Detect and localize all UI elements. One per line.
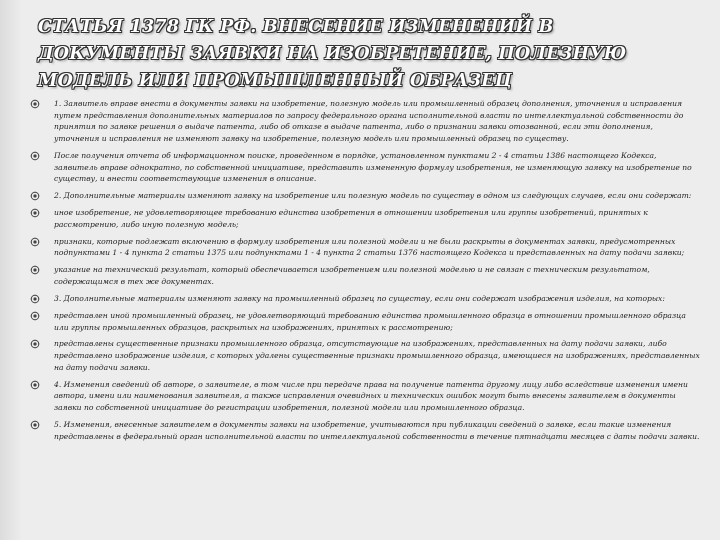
paragraph-text: иное изобретение, не удовлетворяющее требованию единства изобретения в отношении изобретения или группы изобретений, принятых к рассмотрению, либо иную полезную модель; [54, 208, 648, 229]
ornamental-bullet-icon [30, 311, 40, 321]
paragraph-text: 1. Заявитель вправе внести в документы заявки на изобретение, полезную модель или промышленный образец дополнения, уточнения и исправления путем представления дополнительных материалов по запросу федерального органа исполнительной власти по интеллектуальной собственности до принятия по заявке решения о выдаче патента, либо об отказе в выдаче патента, либо о признании заявки отозванной, если эти дополнения, уточнения и исправления не изменяют заявку на изобретение, полезную модель или промышленный образец по существу. [54, 99, 684, 144]
list-item [30, 310, 700, 333]
paragraph-text: представлены существенные признаки промышленного образца, отсутствующие на изображениях, представленных на дату подачи заявки, либо представлено изображение изделия, с которых удалены существенные признаки промышленного образца, имеющиеся на изображениях, представленных на дату подачи заявки. [54, 339, 700, 372]
list-item [30, 293, 700, 305]
ornamental-bullet-icon [30, 191, 40, 201]
paragraph-text: представлен иной промышленный образец, не удовлетворяющий требованию единства промышленного образца в отношении промышленного образца или группы промышленных образцов, раскрытых на изображениях, принятых к рассмотрению; [54, 310, 686, 332]
ornamental-bullet-icon [30, 265, 40, 275]
list-item [30, 207, 700, 230]
paragraph-text: указание на технический результат, который обеспечивается изобретением или полезной моделью и не связан с техническим результатом, содержащимся в тех же документах. [54, 265, 650, 287]
paragraph-text: 2. Дополнительные материалы изменяют заявку на изобретение или полезную модель по существу в одном из следующих случаев, если они содержат: [54, 191, 692, 201]
ornamental-bullet-icon [30, 208, 40, 218]
paragraph-text: признаки, которые подлежат включению в формулу изобретения или полезной модели и не были раскрыты в документах заявки, предусмотренных подпунктами 1 - 4 пункта 2 статьи 1375 или подпунктами 1 - 4 пункта 2 статьи 1376 настоящего Кодекса и представленных на дату подачи заявки; [54, 236, 685, 258]
ornamental-bullet-icon [30, 151, 40, 161]
page-title: СТАТЬЯ 1378 ГК РФ. ВНЕСЕНИЕ ИЗМЕНЕНИЙ В ДОКУМЕНТЫ ЗАЯВКИ НА ИЗОБРЕТЕНИЕ, ПОЛЕЗНУЮ МОДЕЛЬ ИЛИ ПРОМЫШЛЕННЫЙ ОБРАЗЕЦ [38, 17, 627, 91]
slide-edge-decoration [0, 0, 22, 540]
ornamental-bullet-icon [30, 294, 40, 304]
list-item [30, 379, 700, 414]
ornamental-bullet-icon [30, 380, 40, 390]
list-item [30, 264, 700, 287]
list-item [30, 419, 700, 442]
ornamental-bullet-icon [30, 237, 40, 247]
ornamental-bullet-icon [30, 99, 40, 109]
list-item [30, 338, 700, 373]
ornamental-bullet-icon [30, 339, 40, 349]
list-item [30, 98, 700, 145]
list-item [30, 150, 700, 185]
paragraph-text: 3. Дополнительные материалы изменяют заявку на промышленный образец по существу, если они содержат изображения изделия, на которых: [54, 293, 665, 303]
paragraph-text: 5. Изменения, внесенные заявителем в документы заявки на изобретение, учитываются при публикации сведений о заявке, если такие изменения представлены в федеральный орган исполнительной власти по интеллектуальной собственности в течение пятнадцати месяцев с даты подачи заявки. [54, 420, 700, 441]
paragraph-text: 4. Изменения сведений об авторе, о заявителе, в том числе при передаче права на получение патента другому лицу либо вследствие изменения имени автора, имени или наименования заявителя, а также исправления очевидных и технических ошибок могут быть внесены заявителем в документы заявки по собственной инициативе до регистрации изобретения, полезной модели или промышленного образца. [54, 379, 688, 413]
article-paragraph-list [30, 98, 700, 448]
ornamental-bullet-icon [30, 420, 40, 430]
paragraph-text: После получения отчета об информационном поиске, проведенном в порядке, установленном пунктами 2 - 4 статьи 1386 настоящего Кодекса, заявитель вправе однократно, по собственной инициативе, представить измененную формулу изобретения, не изменяющую заявку на изобретение по существу, и внести соответствующие изменения в описание. [54, 151, 692, 184]
list-item [30, 236, 700, 259]
list-item [30, 190, 700, 202]
